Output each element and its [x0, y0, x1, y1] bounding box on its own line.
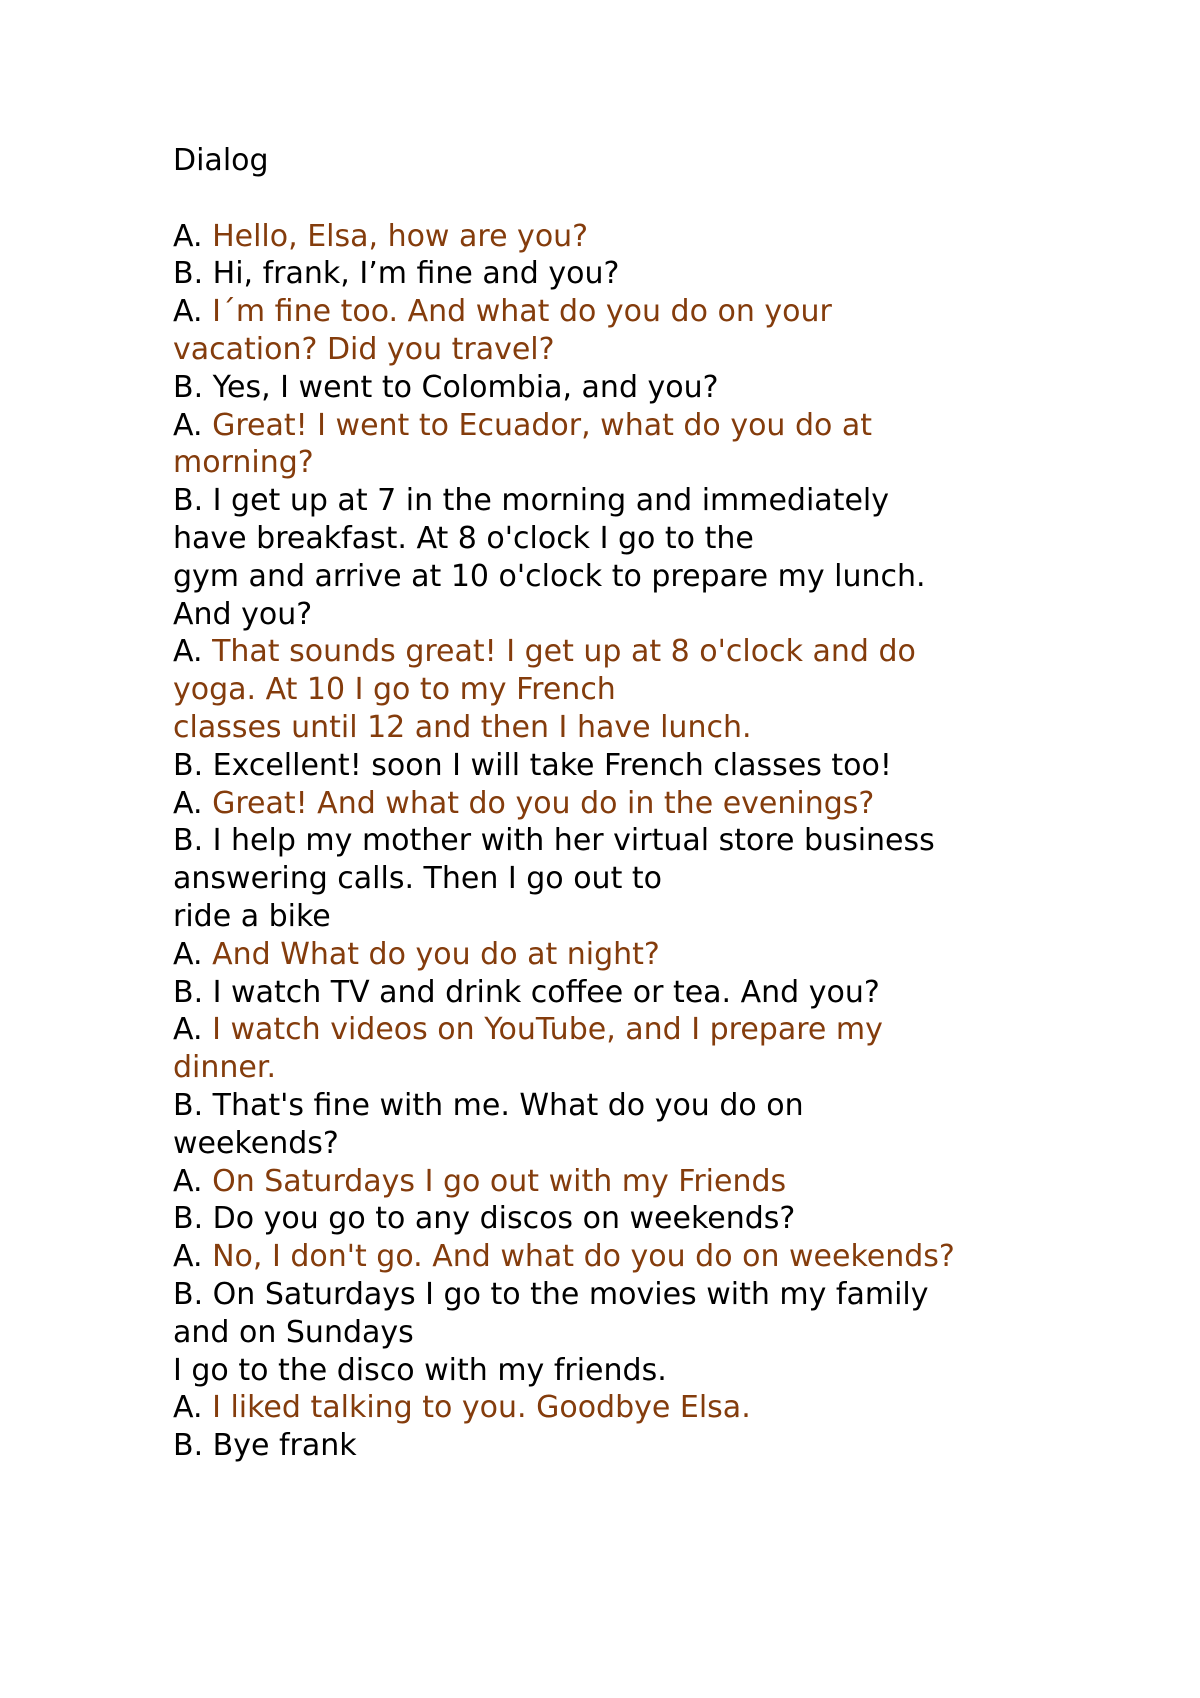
line-text: vacation? Did you travel?: [173, 331, 555, 367]
dialog-line: [173, 1389, 1053, 1427]
line-text: On Saturdays I go to the movies with my family: [212, 1276, 929, 1312]
line-text: On Saturdays I go out with my Friends: [212, 1163, 787, 1199]
dialog-line: [173, 1352, 1053, 1390]
dialog-line: [173, 218, 1053, 256]
line-text: Great! I went to Ecuador, what do you do at: [212, 407, 873, 443]
line-text: have breakfast. At 8 o'clock I go to the: [173, 520, 754, 556]
line-text: Hi, frank, I’m fine and you?: [212, 256, 620, 292]
dialog-lines: [173, 218, 1053, 1465]
line-text: weekends?: [173, 1125, 339, 1161]
speaker-prefix: A.: [173, 785, 213, 821]
speaker-prefix: A.: [173, 407, 213, 443]
dialog-line: [173, 369, 1053, 407]
dialog-line: [173, 1011, 1053, 1049]
dialog-line: [173, 709, 1053, 747]
speaker-prefix: B.: [173, 1201, 213, 1237]
speaker-prefix: A.: [173, 634, 213, 670]
dialog-line: [173, 558, 1053, 596]
line-text: I liked talking to you. Goodbye Elsa.: [212, 1390, 751, 1426]
speaker-prefix: B.: [173, 369, 213, 405]
dialog-line: [173, 936, 1053, 974]
speaker-prefix: B.: [173, 483, 213, 519]
dialog-line: [173, 671, 1053, 709]
dialog-line: [173, 1163, 1053, 1201]
line-text: Bye frank: [212, 1428, 357, 1464]
line-text: answering calls. Then I go out to: [173, 861, 662, 897]
dialog-line: [173, 898, 1053, 936]
speaker-prefix: A.: [173, 1012, 213, 1048]
line-text: I get up at 7 in the morning and immediately: [212, 483, 890, 519]
dialog-line: [173, 482, 1053, 520]
dialog-line: [173, 1125, 1053, 1163]
speaker-prefix: A.: [173, 1390, 213, 1426]
speaker-prefix: B.: [173, 1428, 213, 1464]
line-text: And you?: [173, 596, 313, 632]
line-text: and on Sundays: [173, 1314, 414, 1350]
line-text: Great! And what do you do in the evenings?: [212, 785, 875, 821]
speaker-prefix: B.: [173, 1276, 213, 1312]
dialog-line: [173, 596, 1053, 634]
line-text: dinner.: [173, 1050, 276, 1086]
dialog-line: [173, 293, 1053, 331]
dialog-line: [173, 407, 1053, 445]
line-text: ride a bike: [173, 898, 331, 934]
dialog-line: [173, 255, 1053, 293]
speaker-prefix: B.: [173, 974, 213, 1010]
dialog-line: [173, 444, 1053, 482]
line-text: I watch videos on YouTube, and I prepare my: [212, 1012, 883, 1048]
dialog-line: [173, 520, 1053, 558]
dialog-line: [173, 331, 1053, 369]
line-text: yoga. At 10 I go to my French: [173, 672, 616, 708]
line-text: That's fine with me. What do you do on: [212, 1087, 804, 1123]
speaker-prefix: A.: [173, 218, 213, 254]
line-text: Yes, I went to Colombia, and you?: [212, 369, 719, 405]
dialog-line: [173, 822, 1053, 860]
blank-line: [173, 180, 1053, 218]
line-text: No, I don't go. And what do you do on weekends?: [212, 1239, 955, 1275]
document-title: Dialog: [173, 143, 269, 178]
line-text: I watch TV and drink coffee or tea. And you?: [212, 974, 880, 1010]
dialog-line: [173, 1200, 1053, 1238]
dialog-line: [173, 1427, 1053, 1465]
dialog-line: [173, 633, 1053, 671]
speaker-prefix: A.: [173, 936, 213, 972]
speaker-prefix: B.: [173, 256, 213, 292]
speaker-prefix: B.: [173, 1087, 213, 1123]
line-text: classes until 12 and then I have lunch.: [173, 709, 752, 745]
dialog-document: [173, 142, 1053, 1465]
speaker-prefix: A.: [173, 294, 213, 330]
speaker-prefix: A.: [173, 1239, 213, 1275]
line-text: Excellent! soon I will take French classes too!: [212, 747, 892, 783]
line-text: Hello, Elsa, how are you?: [212, 218, 589, 254]
line-text: I help my mother with her virtual store business: [212, 823, 935, 859]
line-text: And What do you do at night?: [212, 936, 660, 972]
dialog-line: [173, 1238, 1053, 1276]
line-text: gym and arrive at 10 o'clock to prepare my lunch.: [173, 558, 926, 594]
dialog-line: [173, 1049, 1053, 1087]
dialog-line: [173, 747, 1053, 785]
dialog-line: [173, 974, 1053, 1012]
line-text: I´m fine too. And what do you do on your: [212, 294, 832, 330]
dialog-line: [173, 1276, 1053, 1314]
speaker-prefix: B.: [173, 823, 213, 859]
dialog-line: [173, 1314, 1053, 1352]
speaker-prefix: B.: [173, 747, 213, 783]
line-text: morning?: [173, 445, 314, 481]
dialog-line: [173, 785, 1053, 823]
line-text: That sounds great! I get up at 8 o'clock and do: [212, 634, 916, 670]
line-text: I go to the disco with my friends.: [173, 1352, 667, 1388]
dialog-line: [173, 860, 1053, 898]
dialog-line: [173, 1087, 1053, 1125]
line-text: Do you go to any discos on weekends?: [212, 1201, 796, 1237]
speaker-prefix: A.: [173, 1163, 213, 1199]
